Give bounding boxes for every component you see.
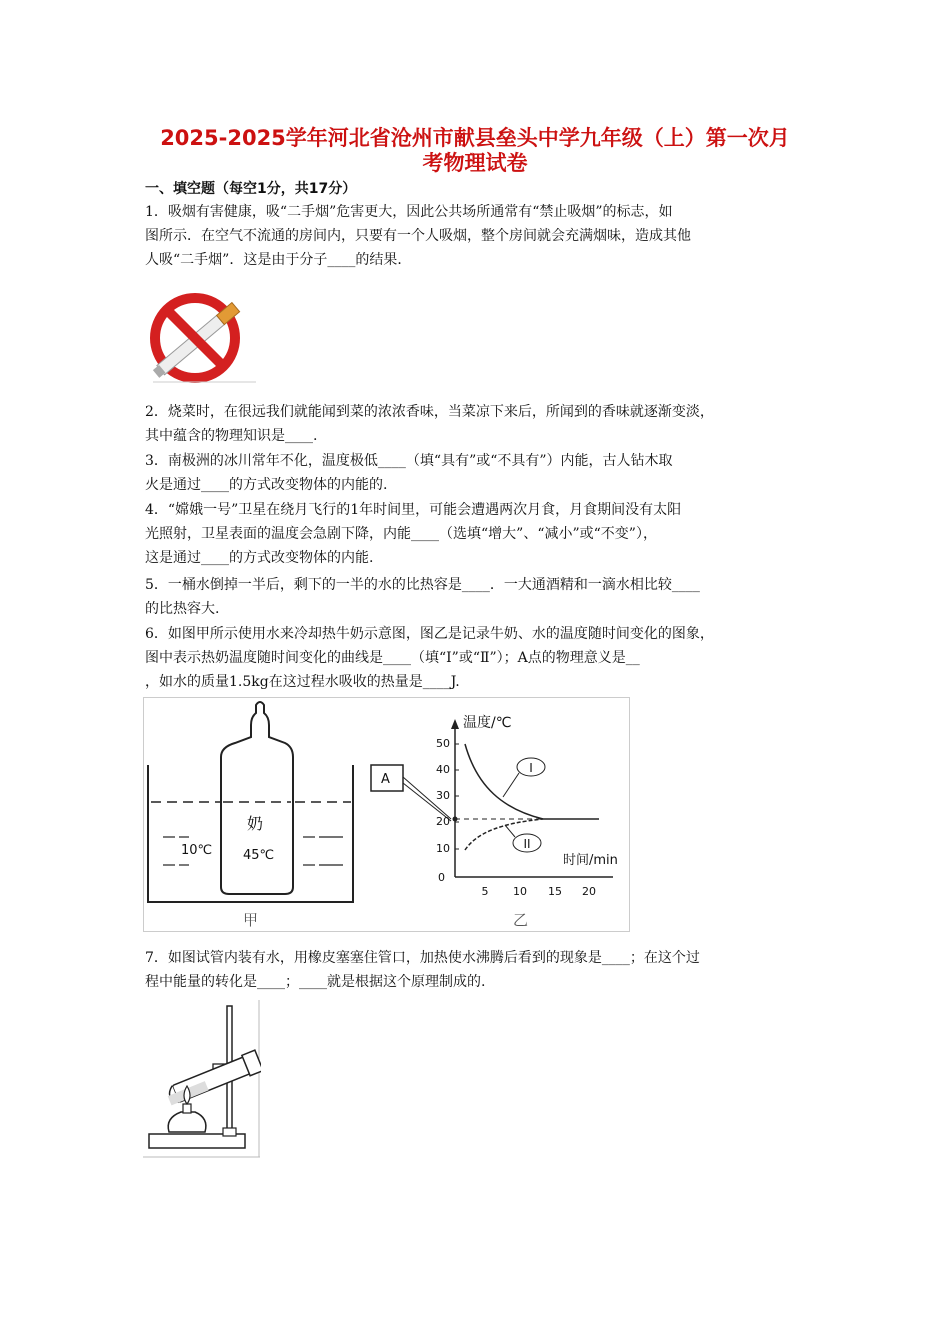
y-tick-label: 0	[438, 871, 445, 884]
no-smoking-sign-image	[143, 280, 256, 385]
question-line: 其中蕴含的物理知识是____.	[145, 428, 318, 444]
question-line: 这是通过____的方式改变物体的内能.	[145, 550, 374, 566]
milk-temp-label: 45℃	[243, 848, 275, 863]
curve-i-label: I	[529, 761, 533, 775]
question-2	[145, 400, 810, 448]
question-3	[145, 449, 810, 497]
y-tick-label: 10	[436, 842, 450, 855]
exam-title-line1: 2025-2025学年河北省沧州市献县垒头中学九年级（上）第一次月	[160, 126, 790, 150]
y-axis-label: 温度/℃	[463, 715, 512, 731]
question-line: ，如水的质量1.5kg在这过程水吸收的热量是____J.	[145, 674, 460, 690]
question-line: 火是通过____的方式改变物体的内能的.	[145, 477, 388, 493]
x-tick-label: 5	[481, 885, 489, 898]
milk-label: 奶	[247, 814, 264, 833]
question-line: 3．南极洲的冰川常年不化，温度极低____（填“具有”或“不具有”）内能，古人钻木取	[145, 453, 673, 469]
y-tick-label: 30	[436, 789, 450, 802]
question-line: 图中表示热奶温度随时间变化的曲线是____（填“Ⅰ”或“Ⅱ”）；A点的物理意义是__	[145, 650, 640, 666]
question-line: 1．吸烟有害健康，吸“二手烟”危害更大，因此公共场所通常有“禁止吸烟”的标志，如	[145, 204, 673, 220]
question-line: 图所示．在空气不流通的房间内，只要有一个人吸烟，整个房间就会充满烟味，造成其他	[145, 228, 691, 244]
question-5	[145, 573, 810, 621]
curve-ii-label: II	[523, 837, 531, 851]
question-line: 4．“嫦娥一号”卫星在绕月飞行的1年时间里，可能会遭遇两次月食，月食期间没有太阳	[145, 502, 682, 518]
figure-label-jia: 甲	[243, 911, 259, 929]
y-tick-label: 40	[436, 763, 450, 776]
question-line: 5．一桶水倒掉一半后，剩下的一半的水的比热容是____．一大通酒精和一滴水相比较____	[145, 577, 700, 593]
question-4	[145, 498, 810, 570]
milk-cooling-figure	[143, 697, 630, 932]
question-line: 6．如图甲所示使用水来冷却热牛奶示意图，图乙是记录牛奶、水的温度随时间变化的图象，	[145, 626, 714, 642]
question-line: 的比热容大.	[145, 601, 220, 617]
question-6	[145, 622, 810, 694]
figure-label-yi: 乙	[513, 911, 529, 929]
x-tick-label: 15	[548, 885, 562, 898]
x-axis-label: 时间/min	[563, 853, 618, 868]
section-heading: 一、填空题（每空1分，共17分）	[145, 181, 357, 197]
question-line: 2．烧菜时，在很远我们就能闻到菜的浓浓香味，当菜凉下来后，所闻到的香味就逐渐变淡，	[145, 404, 714, 420]
test-tube-heating-image	[143, 1000, 261, 1158]
point-a-label: A	[381, 772, 390, 787]
question-line: 7．如图试管内装有水，用橡皮塞塞住管口，加热使水沸腾后看到的现象是____；在这个过	[145, 950, 700, 966]
y-tick-label: 50	[436, 737, 450, 750]
x-tick-label: 20	[582, 885, 596, 898]
question-line: 程中能量的转化是____；____就是根据这个原理制成的.	[145, 974, 486, 990]
x-tick-label: 10	[513, 885, 527, 898]
water-temp-label: 10℃	[181, 843, 213, 858]
y-tick-label: 20	[436, 815, 450, 828]
question-line: 光照射，卫星表面的温度会急剧下降，内能____（选填“增大”、“减小”或“不变”），	[145, 526, 657, 542]
question-1	[145, 200, 810, 272]
exam-title-line2: 考物理试卷	[422, 151, 528, 175]
question-7	[145, 946, 810, 994]
question-line: 人吸“二手烟”．这是由于分子____的结果．	[145, 252, 412, 268]
